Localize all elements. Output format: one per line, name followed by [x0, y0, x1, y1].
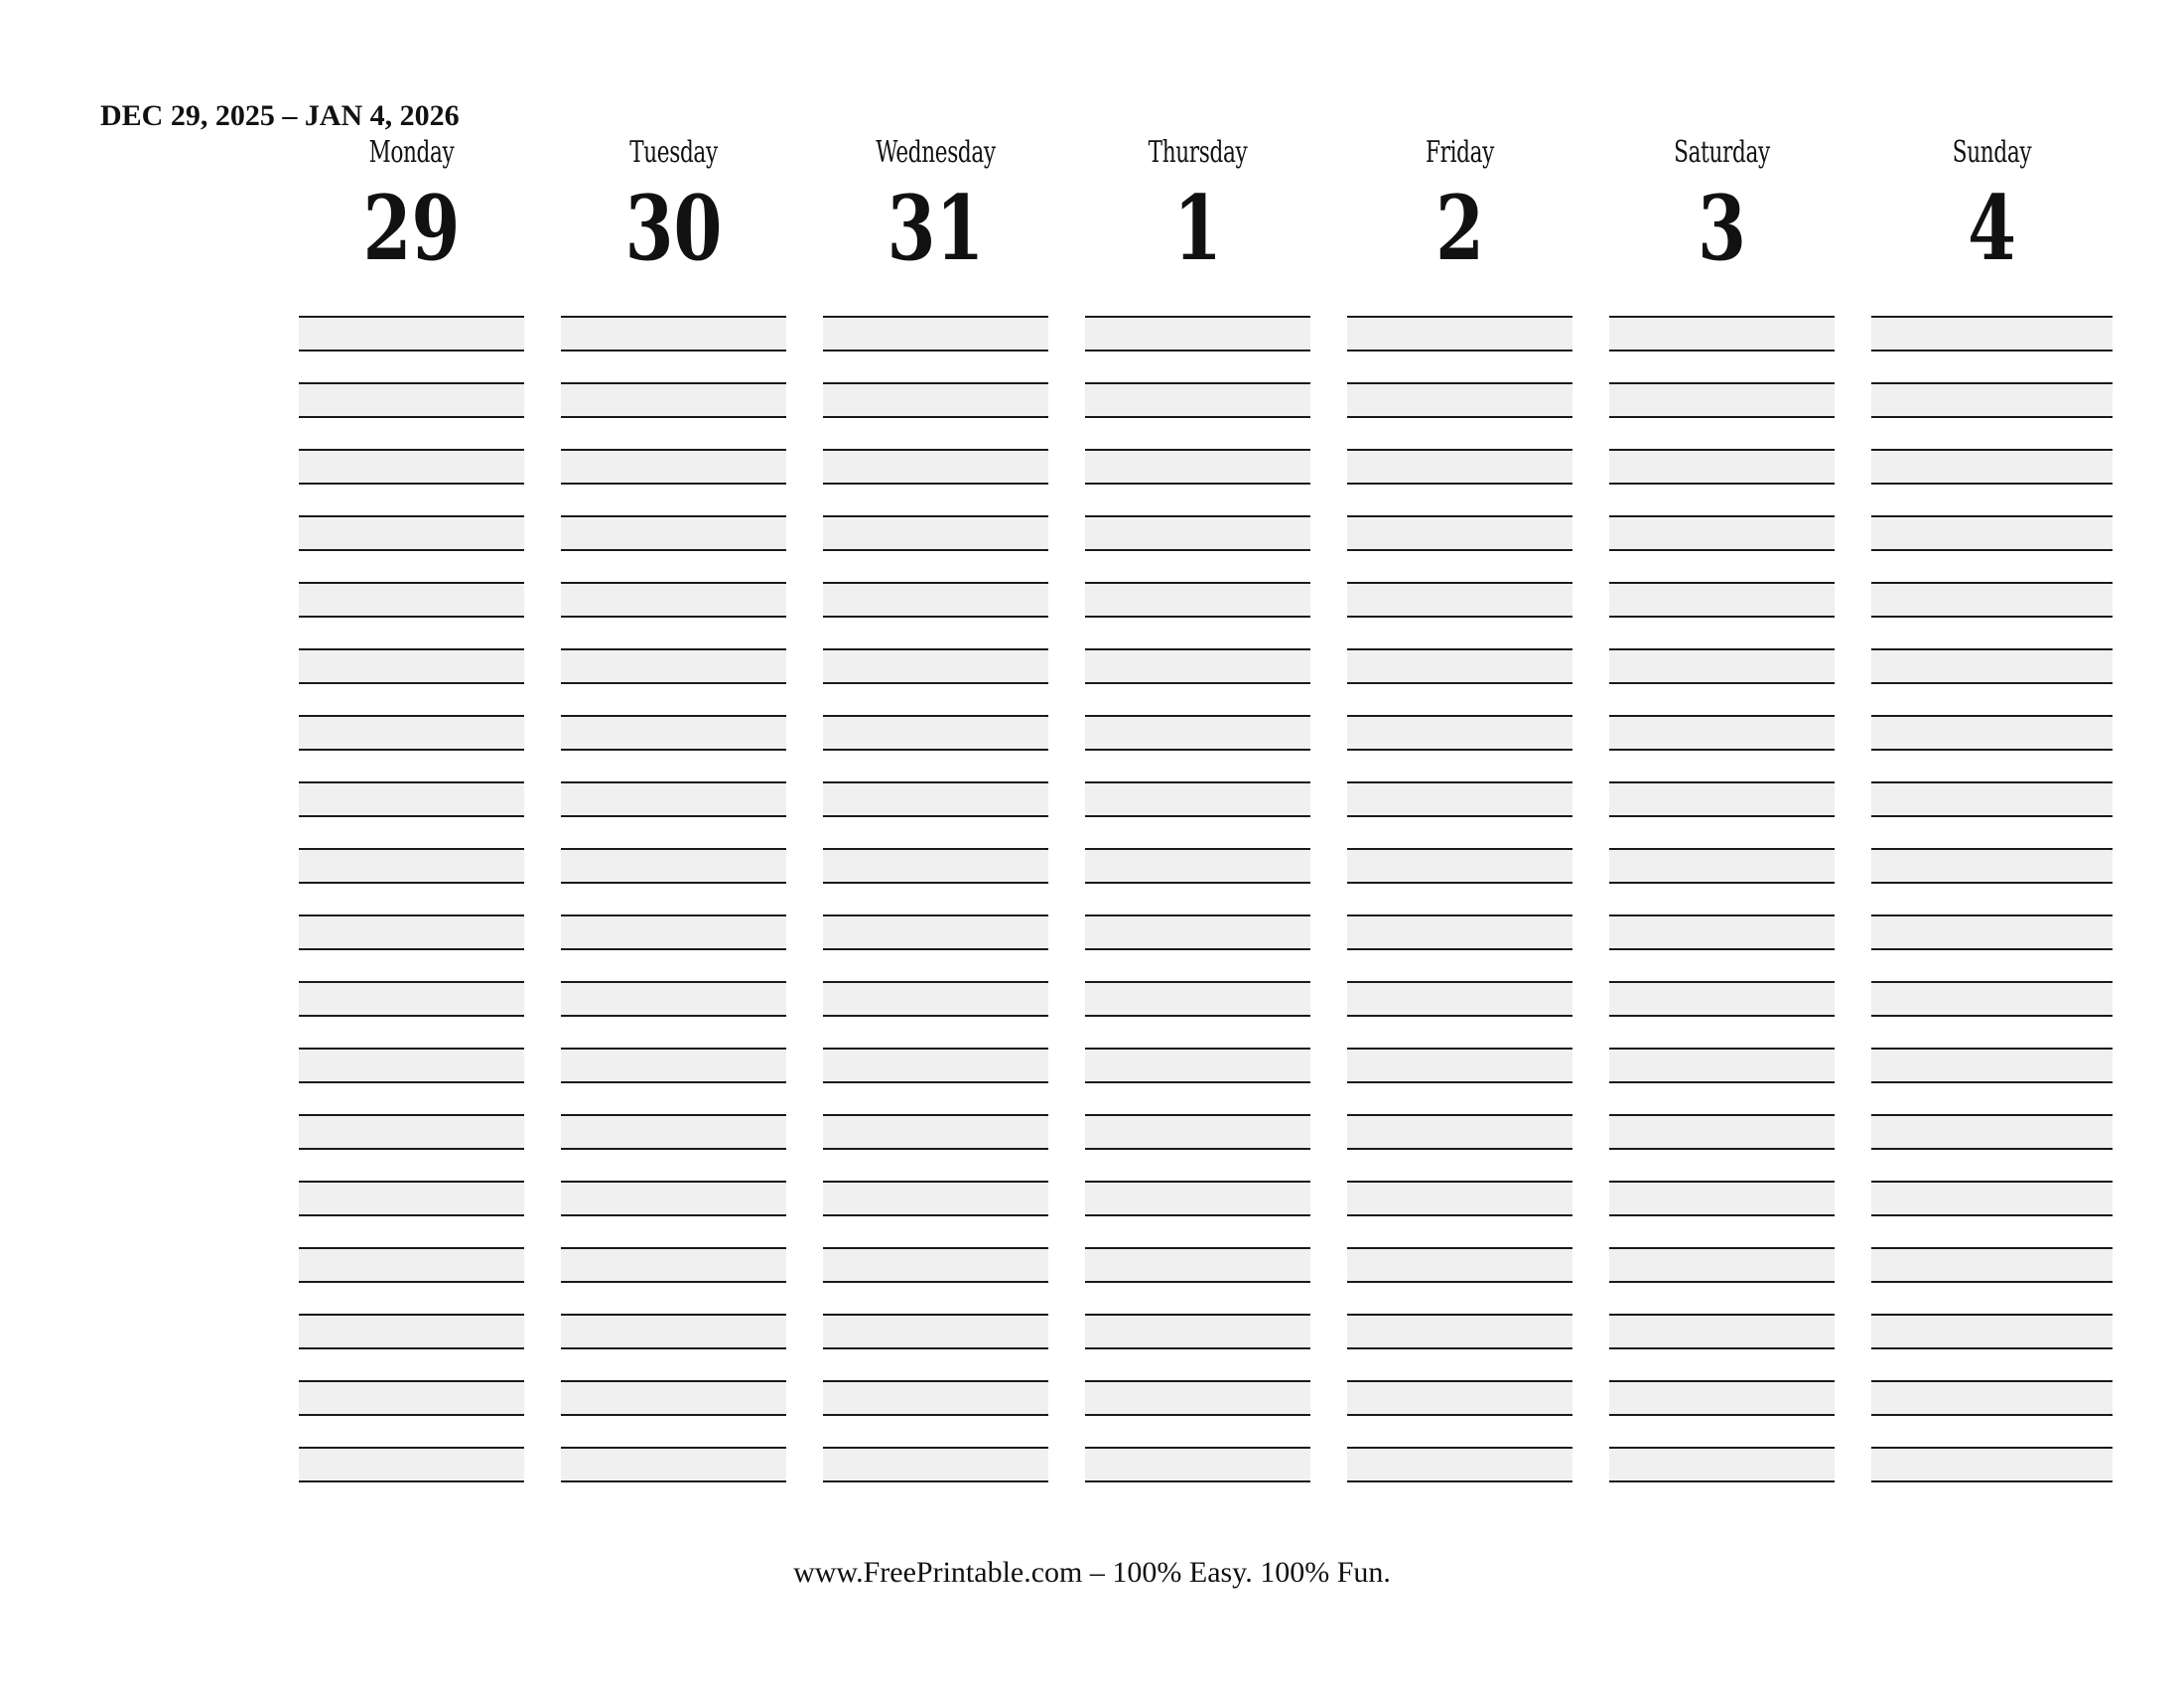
writing-line — [1347, 1081, 1572, 1115]
writing-line — [1609, 416, 1835, 450]
writing-line — [1347, 416, 1572, 450]
footer-text: www.FreePrintable.com – 100% Easy. 100% Fun. — [793, 1556, 1391, 1589]
writing-line — [561, 1414, 786, 1448]
writing-line — [1609, 848, 1835, 882]
writing-line — [299, 1480, 524, 1482]
writing-line — [1609, 1148, 1835, 1182]
writing-line — [1347, 1181, 1572, 1214]
writing-line — [1347, 749, 1572, 782]
writing-line — [823, 1414, 1048, 1448]
writing-line — [823, 350, 1048, 383]
writing-line — [1871, 948, 2113, 982]
day-number: 1 — [1173, 176, 1222, 281]
writing-line — [561, 1380, 786, 1414]
day-number: 2 — [1435, 176, 1484, 281]
writing-line — [823, 1314, 1048, 1347]
writing-line — [1609, 616, 1835, 649]
writing-line — [1609, 1414, 1835, 1448]
writing-line — [561, 382, 786, 416]
writing-line — [1871, 882, 2113, 915]
writing-line — [1085, 1148, 1310, 1182]
writing-line — [823, 1148, 1048, 1182]
writing-line — [1085, 1414, 1310, 1448]
writing-line — [1085, 749, 1310, 782]
writing-line — [1871, 1281, 2113, 1315]
writing-line — [1085, 449, 1310, 483]
writing-line — [1347, 715, 1572, 749]
writing-line — [1871, 382, 2113, 416]
writing-line — [561, 648, 786, 682]
writing-line — [1347, 316, 1572, 350]
writing-line — [1085, 1247, 1310, 1281]
writing-line — [823, 449, 1048, 483]
writing-line — [1347, 449, 1572, 483]
writing-line — [561, 1214, 786, 1248]
writing-line — [823, 1480, 1048, 1482]
writing-line — [561, 1314, 786, 1347]
writing-line — [823, 914, 1048, 948]
writing-line — [561, 1347, 786, 1381]
writing-line — [1871, 549, 2113, 583]
writing-line — [1347, 1214, 1572, 1248]
writing-line — [1085, 616, 1310, 649]
writing-line — [1609, 682, 1835, 716]
writing-line — [1347, 616, 1572, 649]
writing-line — [1871, 749, 2113, 782]
writing-line — [1609, 1480, 1835, 1482]
writing-line — [1871, 350, 2113, 383]
writing-line — [1871, 1414, 2113, 1448]
writing-line — [1871, 781, 2113, 815]
writing-line — [1085, 848, 1310, 882]
writing-line — [1609, 815, 1835, 849]
writing-line — [561, 1015, 786, 1049]
writing-line — [1871, 1148, 2113, 1182]
writing-line — [823, 316, 1048, 350]
day-name: Monday — [368, 135, 455, 170]
writing-line — [299, 1214, 524, 1248]
writing-line — [561, 682, 786, 716]
day-name: Friday — [1426, 135, 1494, 170]
writing-line — [1871, 1214, 2113, 1248]
writing-line — [299, 781, 524, 815]
writing-line — [1347, 1380, 1572, 1414]
writing-line — [299, 1347, 524, 1381]
writing-line — [1347, 1347, 1572, 1381]
day-name: Sunday — [1952, 135, 2032, 170]
writing-line — [1347, 582, 1572, 616]
writing-line — [1085, 1081, 1310, 1115]
writing-line — [1347, 1015, 1572, 1049]
writing-line — [299, 483, 524, 516]
day-number: 4 — [1968, 176, 2016, 281]
writing-line — [299, 616, 524, 649]
writing-line — [561, 715, 786, 749]
writing-line — [1085, 1380, 1310, 1414]
writing-line — [299, 1314, 524, 1347]
writing-line — [1609, 1281, 1835, 1315]
writing-line — [299, 1281, 524, 1315]
writing-line — [1609, 914, 1835, 948]
writing-line — [1609, 1015, 1835, 1049]
writing-line — [1347, 1414, 1572, 1448]
writing-line — [561, 1048, 786, 1081]
writing-line — [1609, 948, 1835, 982]
writing-line — [823, 582, 1048, 616]
writing-line — [1085, 316, 1310, 350]
writing-line — [561, 416, 786, 450]
writing-line — [1085, 1281, 1310, 1315]
writing-line — [1347, 1048, 1572, 1081]
writing-line — [1085, 1447, 1310, 1480]
writing-line — [1085, 549, 1310, 583]
writing-line — [823, 715, 1048, 749]
writing-line — [561, 316, 786, 350]
writing-line — [1609, 382, 1835, 416]
writing-line — [1085, 1480, 1310, 1482]
writing-line — [299, 648, 524, 682]
writing-line — [1085, 948, 1310, 982]
writing-line — [1871, 1015, 2113, 1049]
writing-line — [1085, 815, 1310, 849]
writing-line — [1609, 1314, 1835, 1347]
writing-line — [1871, 1480, 2113, 1482]
writing-line — [1085, 1015, 1310, 1049]
writing-line — [1609, 715, 1835, 749]
writing-line — [299, 882, 524, 915]
writing-line — [1085, 1181, 1310, 1214]
writing-line — [299, 1081, 524, 1115]
writing-line — [561, 848, 786, 882]
writing-line — [1085, 1347, 1310, 1381]
writing-line — [299, 1015, 524, 1049]
writing-line — [299, 981, 524, 1015]
writing-line — [299, 382, 524, 416]
writing-line — [1347, 1281, 1572, 1315]
writing-line — [823, 382, 1048, 416]
writing-line — [1347, 1148, 1572, 1182]
writing-line — [1871, 515, 2113, 549]
writing-line — [1347, 1247, 1572, 1281]
writing-line — [299, 1148, 524, 1182]
writing-line — [1347, 682, 1572, 716]
writing-line — [561, 515, 786, 549]
writing-line — [1609, 781, 1835, 815]
writing-line — [1347, 1114, 1572, 1148]
writing-line — [1347, 648, 1572, 682]
writing-line — [1871, 616, 2113, 649]
writing-line — [1609, 483, 1835, 516]
writing-line — [823, 749, 1048, 782]
writing-line — [1871, 715, 2113, 749]
writing-line — [1347, 948, 1572, 982]
writing-line — [1871, 1447, 2113, 1480]
writing-line — [1609, 1181, 1835, 1214]
writing-line — [1609, 1081, 1835, 1115]
writing-line — [1347, 781, 1572, 815]
writing-line — [1347, 882, 1572, 915]
writing-lines — [561, 316, 786, 1482]
writing-line — [823, 1214, 1048, 1248]
writing-line — [1085, 1048, 1310, 1081]
writing-line — [299, 515, 524, 549]
writing-line — [1085, 350, 1310, 383]
writing-line — [561, 483, 786, 516]
writing-line — [1085, 914, 1310, 948]
writing-line — [1871, 682, 2113, 716]
writing-line — [1871, 1347, 2113, 1381]
writing-line — [1085, 648, 1310, 682]
writing-line — [561, 449, 786, 483]
writing-line — [1609, 515, 1835, 549]
writing-line — [823, 416, 1048, 450]
writing-line — [1609, 549, 1835, 583]
writing-line — [823, 948, 1048, 982]
writing-line — [299, 416, 524, 450]
writing-line — [299, 1114, 524, 1148]
writing-line — [823, 515, 1048, 549]
writing-line — [823, 682, 1048, 716]
writing-line — [1609, 981, 1835, 1015]
writing-line — [1609, 1214, 1835, 1248]
writing-line — [1085, 515, 1310, 549]
writing-line — [1871, 1114, 2113, 1148]
writing-line — [1609, 1380, 1835, 1414]
writing-line — [823, 1247, 1048, 1281]
writing-line — [1609, 1048, 1835, 1081]
writing-line — [1609, 350, 1835, 383]
writing-line — [1347, 382, 1572, 416]
writing-line — [1609, 882, 1835, 915]
writing-line — [1085, 682, 1310, 716]
day-name: Saturday — [1674, 135, 1770, 170]
writing-line — [1871, 1247, 2113, 1281]
writing-line — [561, 616, 786, 649]
writing-line — [1609, 582, 1835, 616]
day-name: Wednesday — [876, 135, 996, 170]
writing-line — [1347, 515, 1572, 549]
writing-line — [561, 781, 786, 815]
writing-line — [561, 882, 786, 915]
writing-line — [823, 781, 1048, 815]
writing-line — [1609, 648, 1835, 682]
writing-lines — [299, 316, 524, 1482]
writing-line — [299, 914, 524, 948]
week-range-title: DEC 29, 2025 – JAN 4, 2026 — [100, 99, 460, 132]
writing-line — [1347, 1480, 1572, 1482]
writing-line — [299, 715, 524, 749]
writing-line — [299, 449, 524, 483]
writing-line — [823, 1380, 1048, 1414]
writing-line — [1085, 382, 1310, 416]
writing-line — [299, 582, 524, 616]
writing-line — [1871, 914, 2113, 948]
writing-line — [823, 1048, 1048, 1081]
writing-line — [1347, 815, 1572, 849]
writing-line — [299, 948, 524, 982]
writing-line — [1871, 1081, 2113, 1115]
writing-line — [561, 1081, 786, 1115]
writing-line — [1085, 781, 1310, 815]
writing-line — [1871, 316, 2113, 350]
writing-line — [561, 914, 786, 948]
writing-line — [1085, 416, 1310, 450]
writing-line — [561, 582, 786, 616]
writing-line — [1085, 882, 1310, 915]
writing-line — [299, 1048, 524, 1081]
writing-line — [299, 1414, 524, 1448]
day-number: 29 — [362, 176, 461, 281]
writing-line — [1609, 749, 1835, 782]
writing-line — [561, 1480, 786, 1482]
writing-lines — [823, 316, 1048, 1482]
writing-line — [823, 616, 1048, 649]
writing-line — [1871, 1048, 2113, 1081]
writing-line — [299, 549, 524, 583]
writing-lines — [1347, 316, 1572, 1482]
writing-line — [299, 1247, 524, 1281]
writing-line — [1871, 848, 2113, 882]
writing-line — [1347, 350, 1572, 383]
writing-line — [561, 1247, 786, 1281]
writing-line — [1085, 483, 1310, 516]
writing-lines — [1085, 316, 1310, 1482]
writing-line — [561, 1447, 786, 1480]
writing-line — [561, 749, 786, 782]
writing-line — [561, 350, 786, 383]
writing-line — [1609, 1247, 1835, 1281]
writing-line — [299, 1181, 524, 1214]
writing-line — [561, 815, 786, 849]
writing-line — [561, 549, 786, 583]
writing-line — [561, 1281, 786, 1315]
writing-line — [1871, 1181, 2113, 1214]
writing-line — [561, 1148, 786, 1182]
writing-line — [299, 749, 524, 782]
writing-line — [823, 1114, 1048, 1148]
day-number: 31 — [887, 176, 985, 281]
writing-line — [1347, 914, 1572, 948]
writing-line — [823, 1181, 1048, 1214]
writing-line — [561, 948, 786, 982]
writing-line — [299, 1447, 524, 1480]
writing-line — [1609, 316, 1835, 350]
writing-line — [299, 316, 524, 350]
writing-line — [823, 1081, 1048, 1115]
writing-line — [823, 882, 1048, 915]
writing-line — [823, 648, 1048, 682]
writing-line — [1347, 848, 1572, 882]
writing-line — [1871, 416, 2113, 450]
writing-line — [1347, 1314, 1572, 1347]
writing-line — [1609, 1447, 1835, 1480]
writing-line — [1347, 549, 1572, 583]
writing-line — [823, 549, 1048, 583]
writing-line — [1609, 1114, 1835, 1148]
writing-line — [1609, 1347, 1835, 1381]
writing-line — [1871, 1380, 2113, 1414]
writing-line — [823, 1447, 1048, 1480]
writing-line — [299, 1380, 524, 1414]
day-name: Tuesday — [629, 135, 718, 170]
writing-line — [1347, 1447, 1572, 1480]
writing-line — [1085, 1314, 1310, 1347]
writing-line — [1871, 582, 2113, 616]
writing-lines — [1609, 316, 1835, 1482]
writing-line — [1085, 715, 1310, 749]
writing-line — [299, 848, 524, 882]
writing-line — [823, 848, 1048, 882]
writing-line — [561, 1181, 786, 1214]
writing-line — [823, 1347, 1048, 1381]
writing-line — [561, 981, 786, 1015]
writing-line — [1347, 981, 1572, 1015]
writing-line — [299, 815, 524, 849]
writing-line — [823, 1281, 1048, 1315]
writing-lines — [1871, 316, 2113, 1482]
writing-line — [1085, 1114, 1310, 1148]
writing-line — [1871, 483, 2113, 516]
writing-line — [1085, 981, 1310, 1015]
writing-line — [561, 1114, 786, 1148]
writing-line — [1871, 648, 2113, 682]
day-number: 3 — [1698, 176, 1746, 281]
writing-line — [1085, 582, 1310, 616]
writing-line — [823, 815, 1048, 849]
writing-line — [299, 682, 524, 716]
writing-line — [823, 483, 1048, 516]
writing-line — [1609, 449, 1835, 483]
writing-line — [1085, 1214, 1310, 1248]
writing-line — [299, 350, 524, 383]
writing-line — [1871, 815, 2113, 849]
writing-line — [823, 1015, 1048, 1049]
writing-line — [1871, 981, 2113, 1015]
writing-line — [1871, 1314, 2113, 1347]
day-name: Thursday — [1148, 135, 1248, 170]
writing-line — [1347, 483, 1572, 516]
day-number: 30 — [624, 176, 723, 281]
writing-line — [1871, 449, 2113, 483]
writing-line — [823, 981, 1048, 1015]
